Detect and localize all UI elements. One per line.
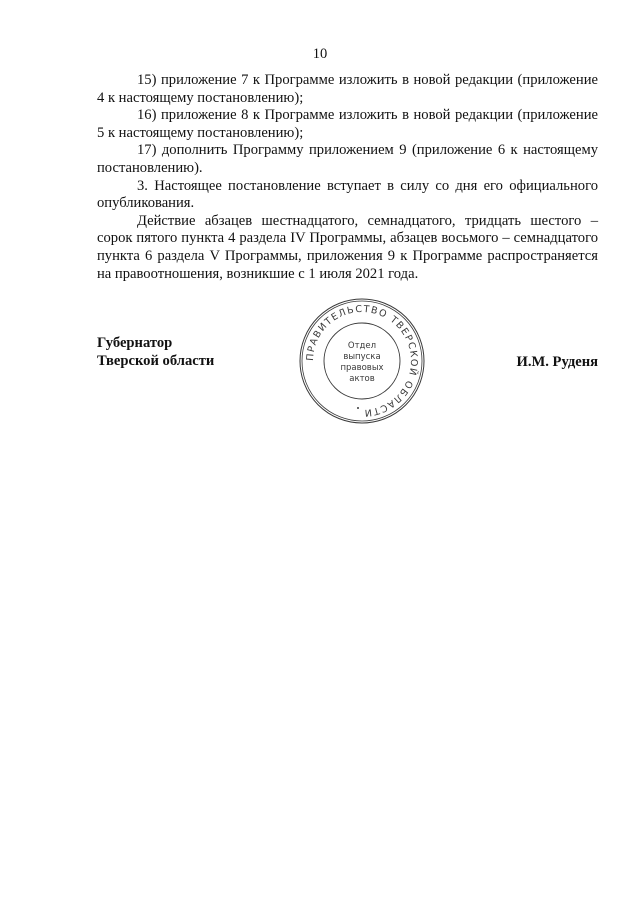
page-number: 10 [312, 46, 328, 62]
paragraph-item-16: 16) приложение 8 к Программе изложить в новой редакции (приложение 5 к настоящему постановлению); [97, 107, 598, 141]
stamp-center-line1: Отдел [347, 341, 377, 351]
stamp-dot [357, 407, 359, 409]
paragraph-effective-date: 3. Настоящее постановление вступает в силу со дня его официального опубликования. [97, 177, 598, 212]
stamp-ring-textpath: ПРАВИТЕЛЬСТВО ТВЕРСКОЙ ОБЛАСТИ [304, 303, 420, 419]
stamp-center-line4: актов [349, 374, 375, 384]
stamp-center-line3: правовых [340, 363, 384, 373]
stamp-center-line2: выпуска [343, 352, 381, 362]
signatory-title-line2: Тверской области [97, 353, 215, 369]
document-body [97, 72, 598, 283]
signatory-title-line1: Губернатор [97, 335, 173, 351]
paragraph-applicability: Действие абзацев шестнадцатого, семнадцатого, тридцать шестого – сорок пятого пункта 4 раздела IV Программы, абзацев восьмого – семнадцатого пункта 6 раздела V Программы, приложения 9 к Программе распространяется на правоотношения, возникшие с 1 июля 2021 года. [97, 212, 598, 282]
paragraph-item-15: 15) приложение 7 к Программе изложить в новой редакции (приложение 4 к настоящему постановлению); [97, 72, 598, 106]
official-stamp [298, 297, 426, 425]
paragraph-item-17: 17) дополнить Программу приложением 9 (приложение 6 к настоящему постановлению). [97, 142, 598, 176]
signatory-title [97, 334, 214, 370]
signatory-name: И.М. Руденя [516, 354, 598, 370]
